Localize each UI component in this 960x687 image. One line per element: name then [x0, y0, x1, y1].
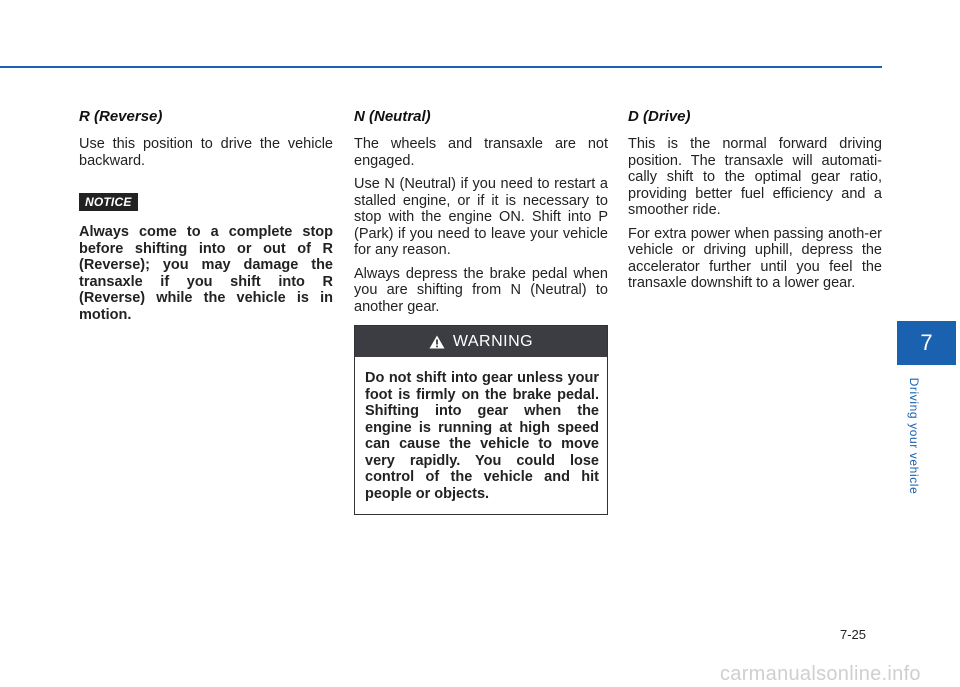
reverse-body: Use this position to drive the vehicle backward.	[79, 136, 333, 169]
chapter-title-text: Driving your vehicle	[907, 377, 921, 495]
reverse-section	[79, 108, 333, 323]
drive-title: D (Drive)	[628, 108, 691, 125]
header-rule	[0, 66, 882, 68]
drive-paragraph-1: This is the normal forward driving position. The transaxle will automati-cally shift to the optimal gear ratio, providing better fuel efficiency and a smoother ride.	[628, 136, 882, 218]
warning-body	[355, 357, 607, 514]
warning-triangle-icon	[429, 335, 445, 349]
warning-box	[354, 325, 608, 515]
page-number: 7-25	[840, 627, 867, 642]
neutral-section	[354, 108, 608, 515]
notice-text: Always come to a complete stop before shifting into or out of R (Reverse); you may damage the transaxle if you shift into R (Reverse) while the vehicle is in motion.	[79, 224, 333, 323]
neutral-paragraph-2: Use N (Neutral) if you need to restart a stalled engine, or if it is necessary to stop with the engine ON. Shift into P (Park) if you need to leave your vehicle for any reason.	[354, 176, 608, 258]
neutral-paragraph-3: Always depress the brake pedal when you are shifting from N (Neutral) to another gear.	[354, 265, 608, 315]
drive-section	[628, 108, 882, 299]
warning-header	[355, 326, 607, 357]
watermark: carmanualsonline.info	[720, 663, 921, 685]
reverse-title: R (Reverse)	[79, 108, 163, 125]
warning-label: WARNING	[452, 332, 534, 350]
chapter-tab: 7	[897, 321, 956, 365]
neutral-title: N (Neutral)	[354, 108, 431, 125]
notice-badge: NOTICE	[79, 193, 138, 211]
neutral-paragraph-1: The wheels and transaxle are not engaged.	[354, 136, 608, 169]
chapter-side-title	[903, 372, 925, 500]
warning-text: Do not shift into gear unless your foot is firmly on the brake pedal. Shifting into gear when the engine is running at high speed can cause the vehicle to move very rapidly. You could lose control of the vehicle and hit people or objects.	[365, 370, 599, 502]
drive-paragraph-2: For extra power when passing anoth-er vehicle or driving uphill, depress the accelerator further until you feel the transaxle downshift to a lower gear.	[628, 225, 882, 291]
